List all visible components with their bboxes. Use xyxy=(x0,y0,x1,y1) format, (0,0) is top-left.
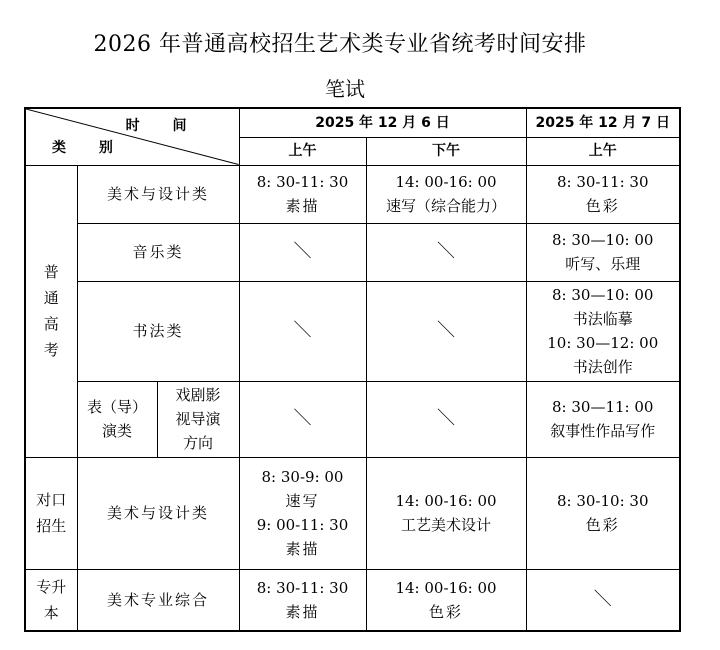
header-time-label: 时 间 xyxy=(125,118,201,134)
cell-zhuansheng-am1: 8: 30-11: 30 素描 xyxy=(239,569,366,631)
category-biaoyan: 表（导） 演类 xyxy=(77,381,157,457)
schedule-table xyxy=(24,107,681,632)
group-label-putong: 普 通 高 考 xyxy=(25,165,77,457)
header-pm-1: 下午 xyxy=(366,137,526,165)
table-subtitle: 笔试 xyxy=(325,77,365,101)
group-label-zhuansheng: 专升 本 xyxy=(25,569,77,631)
header-category-label: 类 别 xyxy=(52,139,127,156)
category-yinyue: 音乐类 xyxy=(77,223,239,281)
cell-shufa-pm1: ＼ xyxy=(366,281,526,381)
document-title: 2026 年普通高校招生艺术类专业省统考时间安排 xyxy=(93,32,587,57)
cell-yinyue-am2: 8: 30—10: 00 听写、乐理 xyxy=(526,223,680,281)
table-row xyxy=(25,165,680,223)
cell-duikou-am2: 8: 30-10: 30 色彩 xyxy=(526,457,680,569)
cell-meishu-am2: 8: 30-11: 30 色彩 xyxy=(526,165,680,223)
table-row xyxy=(25,223,680,281)
cell-duikou-am1: 8: 30-9: 00 速写 9: 00-11: 30 素描 xyxy=(239,457,366,569)
category-meishu: 美术与设计类 xyxy=(77,165,239,223)
cell-zhuansheng-pm1: 14: 00-16: 00 色彩 xyxy=(366,569,526,631)
cell-shufa-am2: 8: 30—10: 00 书法临摹 10: 30—12: 00 书法创作 xyxy=(526,281,680,381)
cell-duikou-pm1: 14: 00-16: 00 工艺美术设计 xyxy=(366,457,526,569)
cell-biaoyan-pm1: ＼ xyxy=(366,381,526,457)
diagonal-header-cell xyxy=(25,108,239,165)
header-date-1: 2025 年 12 月 6 日 xyxy=(239,108,526,137)
cell-yinyue-am1: ＼ xyxy=(239,223,366,281)
header-date-2: 2025 年 12 月 7 日 xyxy=(526,108,680,137)
cell-biaoyan-am1: ＼ xyxy=(239,381,366,457)
category-shufa: 书法类 xyxy=(77,281,239,381)
category-zhuansheng-meishu: 美术专业综合 xyxy=(77,569,239,631)
cell-zhuansheng-am2: ＼ xyxy=(526,569,680,631)
group-label-duikou: 对口 招生 xyxy=(25,457,77,569)
table-row xyxy=(25,457,680,569)
table-row xyxy=(25,569,680,631)
header-am-1: 上午 xyxy=(239,137,366,165)
header-am-2: 上午 xyxy=(526,137,680,165)
table-row xyxy=(25,381,680,457)
cell-meishu-pm1: 14: 00-16: 00 速写（综合能力） xyxy=(366,165,526,223)
cell-yinyue-pm1: ＼ xyxy=(366,223,526,281)
cell-shufa-am1: ＼ xyxy=(239,281,366,381)
table-row xyxy=(25,281,680,381)
cell-biaoyan-am2: 8: 30—11: 00 叙事性作品写作 xyxy=(526,381,680,457)
cell-meishu-am1: 8: 30-11: 30 素描 xyxy=(239,165,366,223)
subcategory-xiju: 戏剧影 视导演 方向 xyxy=(157,381,239,457)
category-duikou-meishu: 美术与设计类 xyxy=(77,457,239,569)
